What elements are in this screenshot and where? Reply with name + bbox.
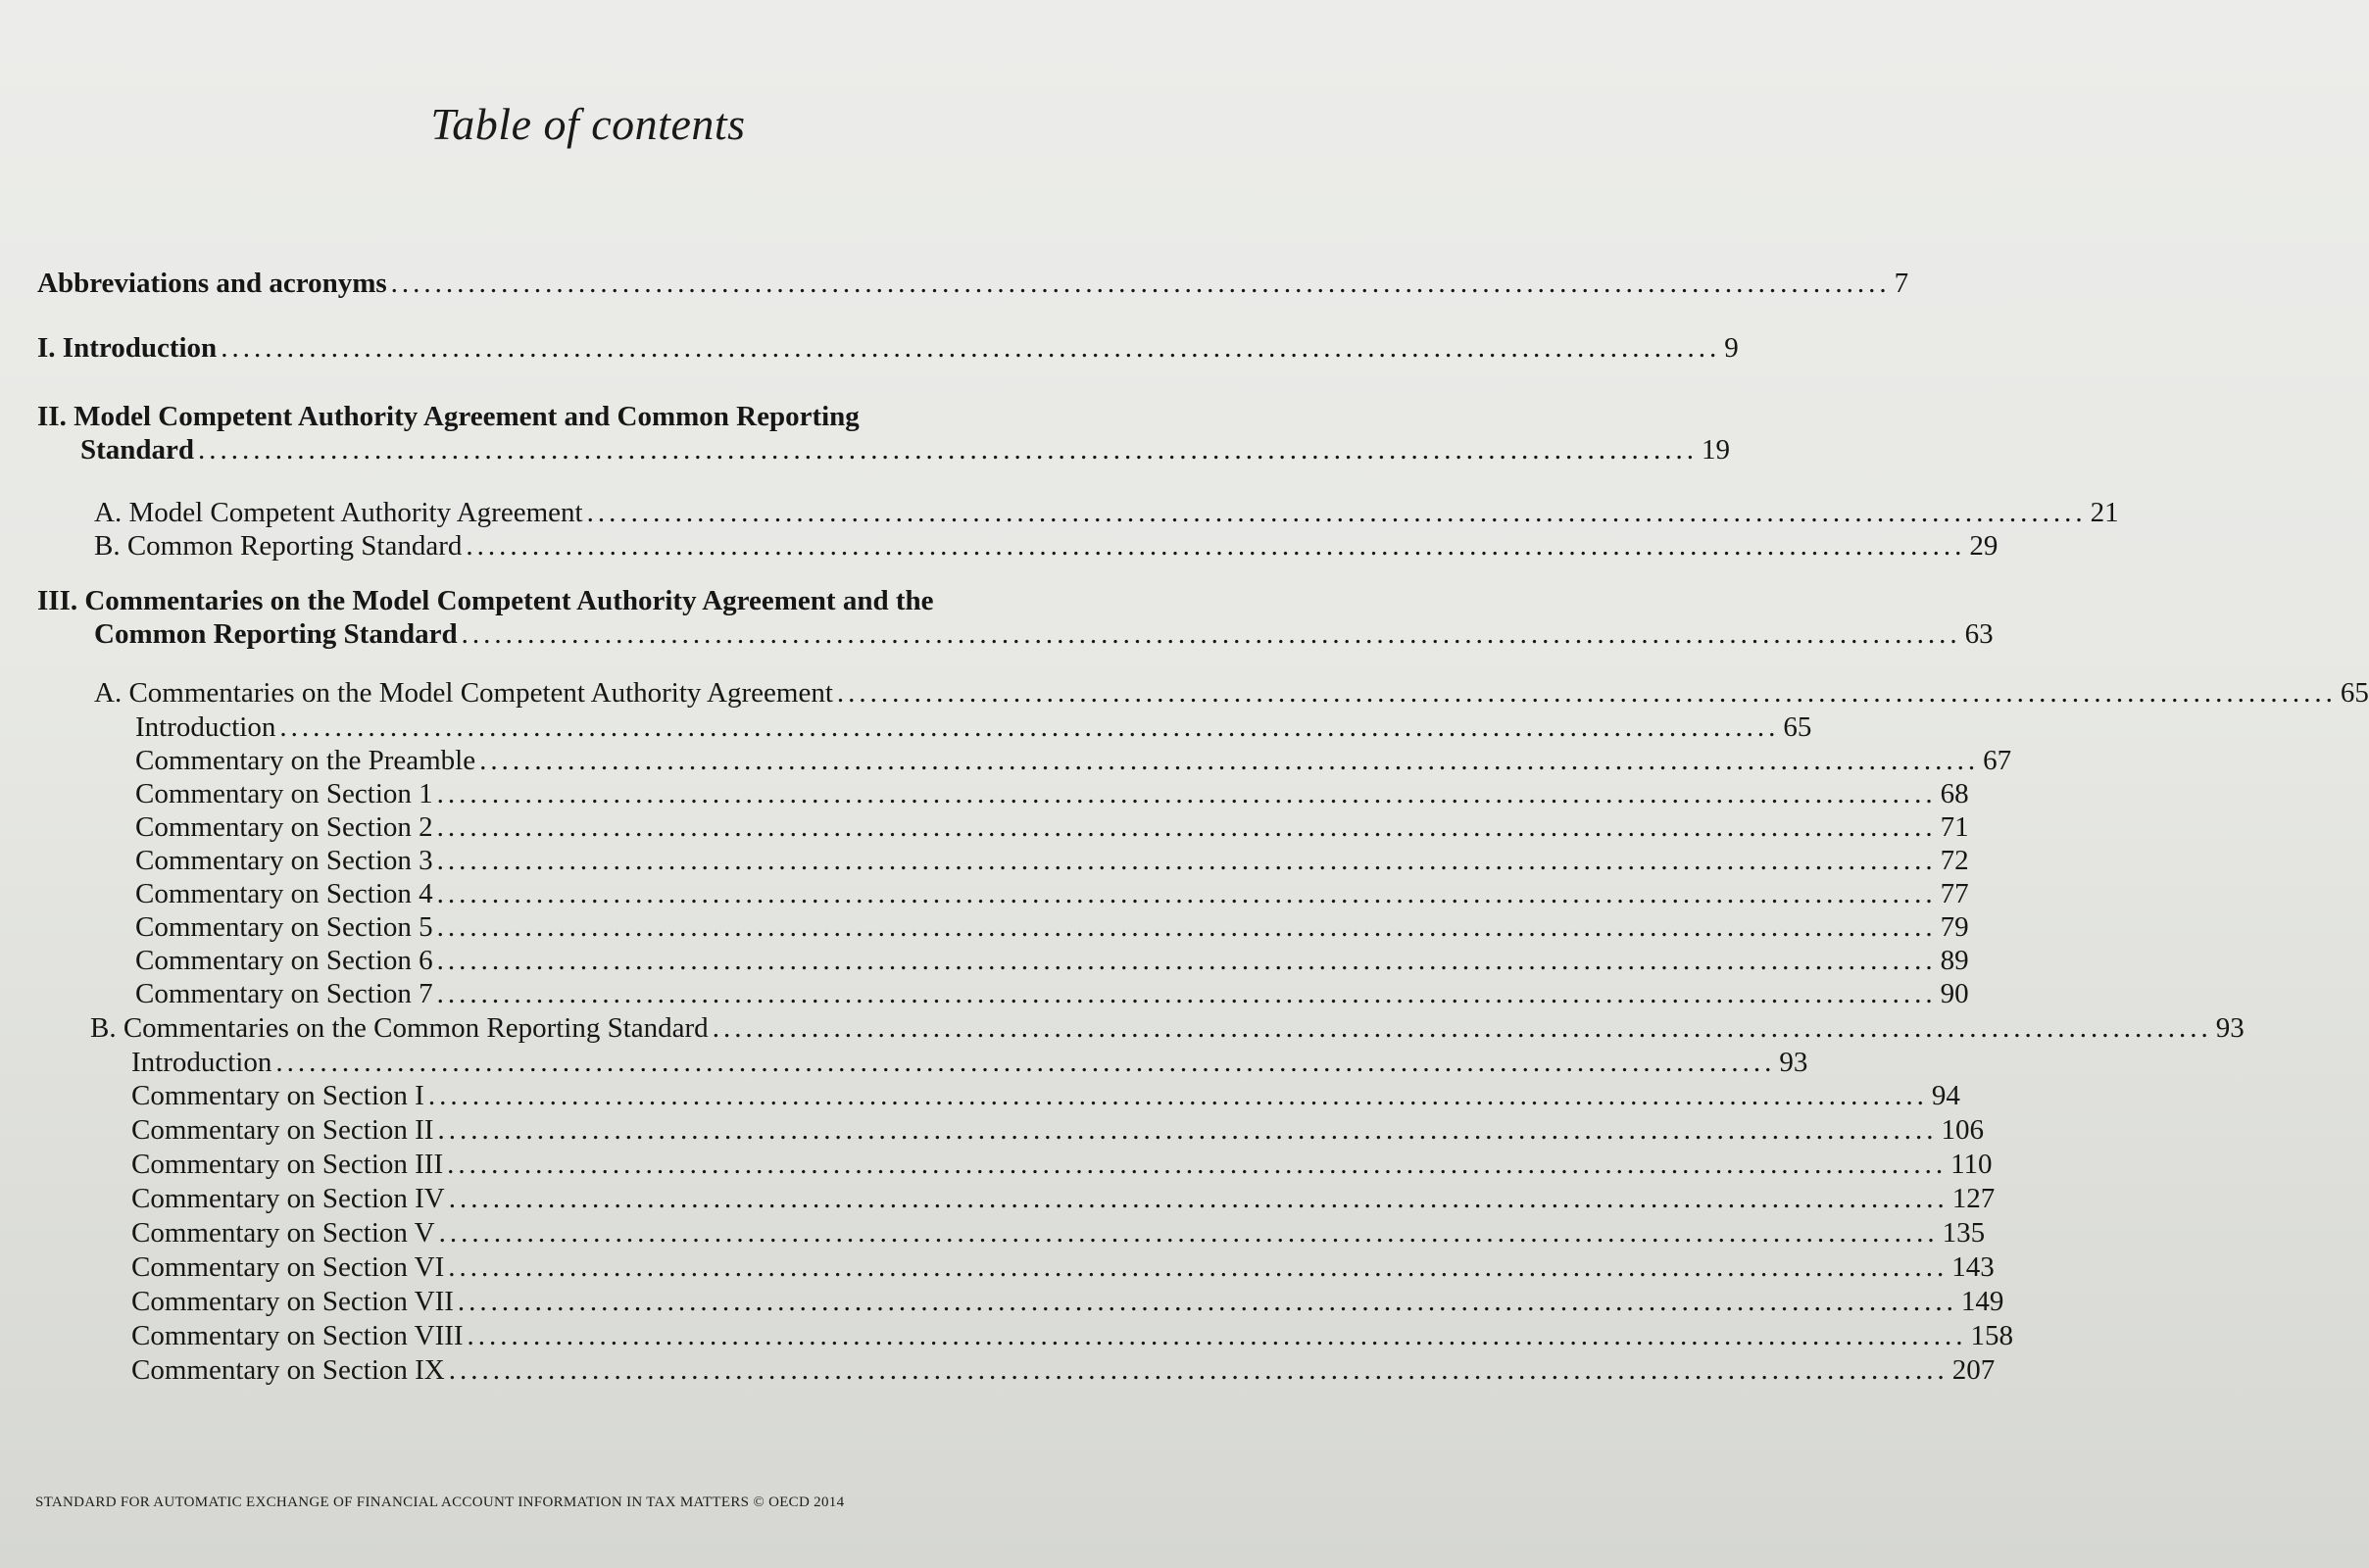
toc-page-number: 106 <box>1941 1114 1984 1146</box>
dot-leader: ........................................................................................................................................ <box>279 711 1780 743</box>
toc-entry-model-caa <box>94 496 2119 529</box>
toc-entry-caa-section-2 <box>135 810 1969 844</box>
toc-page-number: 9 <box>1724 332 1739 364</box>
toc-page-number: 93 <box>1779 1047 1808 1078</box>
toc-entry-introduction <box>37 331 1739 365</box>
toc-page-number: 29 <box>1969 530 1999 562</box>
toc-entry-label: Commentary on Section III <box>131 1149 444 1180</box>
toc-entry-caa-section-6 <box>135 944 1969 977</box>
toc-entry-label: Commentary on Section I <box>131 1080 424 1111</box>
toc-page-number: 158 <box>1970 1320 2014 1351</box>
toc-entry-label: Commentary on Section 3 <box>135 845 433 876</box>
toc-entry-crs <box>94 529 1999 563</box>
toc-entry-section-ii <box>80 433 1731 466</box>
toc-entry-section-iii-line1: III. Commentaries on the Model Competent Authority Agreement and the <box>37 585 934 616</box>
dot-leader: ........................................................................................................................................ <box>712 1012 2212 1044</box>
toc-page-number: 7 <box>1894 268 1909 299</box>
dot-leader: ........................................................................................................................................ <box>586 497 2087 528</box>
toc-entry-crs-section-ii <box>131 1113 1984 1147</box>
toc-page-number: 135 <box>1942 1217 1986 1249</box>
toc-entry-label: Commentary on Section IX <box>131 1354 445 1386</box>
dot-leader: ........................................................................................................................................ <box>457 1286 1957 1317</box>
toc-entry-abbreviations <box>37 267 1909 300</box>
toc-page-number: 72 <box>1940 845 1969 876</box>
dot-leader: ........................................................................................................................................ <box>198 434 1699 466</box>
dot-leader: ........................................................................................................................................ <box>467 1320 1967 1351</box>
toc-page-number: 65 <box>2340 677 2369 709</box>
dot-leader: ........................................................................................................................................ <box>436 845 1937 876</box>
dot-leader: ........................................................................................................................................ <box>438 1217 1939 1249</box>
toc-entry-caa-preamble <box>135 744 2012 777</box>
toc-entry-caa-section-7 <box>135 977 1969 1010</box>
toc-entry-section-iii <box>94 617 1994 651</box>
toc-entry-label: Commentary on Section 4 <box>135 878 433 909</box>
toc-entry-crs-section-ix <box>131 1353 1996 1387</box>
dot-leader: ........................................................................................................................................ <box>448 1183 1949 1214</box>
toc-entry-label: Standard <box>80 434 195 466</box>
dot-leader: ........................................................................................................................................ <box>436 878 1937 909</box>
toc-page-number: 143 <box>1951 1251 1995 1283</box>
toc-entry-label: I. Introduction <box>37 332 218 364</box>
toc-page-number: 71 <box>1940 811 1969 843</box>
dot-leader: ........................................................................................................................................ <box>221 332 1721 364</box>
toc-entry-crs-section-iv <box>131 1182 1996 1215</box>
toc-entry-label: Commentary on Section VII <box>131 1286 454 1317</box>
toc-entry-label: Commentary on the Preamble <box>135 745 476 776</box>
toc-entry-crs-section-iii <box>131 1148 1993 1181</box>
toc-page-number: 63 <box>1964 618 1994 650</box>
dot-leader: ........................................................................................................................................ <box>427 1080 1928 1111</box>
toc-entry-label: A. Commentaries on the Model Competent Authority Agreement <box>94 677 833 709</box>
toc-entry-caa-section-4 <box>135 877 1969 910</box>
toc-page-number: 90 <box>1940 978 1969 1009</box>
toc-entry-crs-introduction <box>131 1046 1808 1079</box>
toc-page-number: 89 <box>1940 945 1969 976</box>
dot-leader: ........................................................................................................................................ <box>437 1114 1938 1146</box>
toc-entry-label: Commentary on Section IV <box>131 1183 445 1214</box>
dot-leader: ........................................................................................................................................ <box>466 530 1966 562</box>
toc-page-number: 149 <box>1960 1286 2004 1317</box>
toc-entry-label: Introduction <box>135 711 276 743</box>
dot-leader: ........................................................................................................................................ <box>836 677 2337 709</box>
toc-entry-crs-section-viii <box>131 1319 2014 1352</box>
dot-leader: ........................................................................................................................................ <box>275 1047 1776 1078</box>
toc-entry-label: Commentary on Section 6 <box>135 945 433 976</box>
dot-leader: ........................................................................................................................................ <box>461 618 1961 650</box>
toc-entry-label: B. Commentaries on the Common Reporting Standard <box>90 1012 709 1044</box>
toc-entry-crs-section-vi <box>131 1250 1995 1284</box>
page-title: Table of contents <box>430 99 746 149</box>
toc-entry-label: Commentary on Section 7 <box>135 978 433 1009</box>
toc-entry-label: Commentary on Section VIII <box>131 1320 464 1351</box>
toc-entry-crs-section-v <box>131 1216 1986 1250</box>
dot-leader: ........................................................................................................................................ <box>479 745 1980 776</box>
toc-entry-label: B. Common Reporting Standard <box>94 530 463 562</box>
toc-entry-crs-section-vii <box>131 1285 2004 1318</box>
toc-page-number: 68 <box>1940 778 1969 809</box>
toc-entry-section-ii-line1: II. Model Competent Authority Agreement and Common Reporting <box>37 401 860 432</box>
toc-entry-label: Abbreviations and acronyms <box>37 268 387 299</box>
dot-leader: ........................................................................................................................................ <box>436 778 1937 809</box>
dot-leader: ........................................................................................................................................ <box>436 945 1937 976</box>
toc-entry-crs-section-i <box>131 1079 1960 1112</box>
toc-page-number: 19 <box>1702 434 1731 466</box>
dot-leader: ........................................................................................................................................ <box>436 911 1937 943</box>
toc-entry-label: Commentary on Section 2 <box>135 811 433 843</box>
toc-page-number: 21 <box>2090 497 2119 528</box>
dot-leader: ........................................................................................................................................ <box>436 978 1937 1009</box>
toc-page-number: 207 <box>1951 1354 1996 1386</box>
toc-page-number: 93 <box>2215 1012 2245 1044</box>
toc-entry-label: Introduction <box>131 1047 272 1078</box>
toc-page-number: 67 <box>1983 745 2012 776</box>
dot-leader: ........................................................................................................................................ <box>448 1251 1949 1283</box>
toc-page-number: 127 <box>1951 1183 1996 1214</box>
dot-leader: ........................................................................................................................................ <box>447 1149 1948 1180</box>
toc-entry-caa-section-3 <box>135 844 1969 877</box>
toc-entry-commentaries-crs <box>90 1011 2245 1045</box>
toc-entry-commentaries-caa <box>94 676 2369 710</box>
dot-leader: ........................................................................................................................................ <box>390 268 1891 299</box>
toc-entry-caa-section-1 <box>135 777 1969 810</box>
toc-page-number: 79 <box>1940 911 1969 943</box>
toc-entry-label: Commentary on Section VI <box>131 1251 445 1283</box>
dot-leader: ........................................................................................................................................ <box>436 811 1937 843</box>
toc-entry-label: Commentary on Section V <box>131 1217 435 1249</box>
page-footer: STANDARD FOR AUTOMATIC EXCHANGE OF FINANCIAL ACCOUNT INFORMATION IN TAX MATTERS © OECD 2014 <box>35 1494 845 1510</box>
toc-page-number: 110 <box>1950 1149 1993 1180</box>
toc-entry-label: Commentary on Section 5 <box>135 911 433 943</box>
toc-page-number: 65 <box>1783 711 1812 743</box>
toc-entry-label: Commentary on Section II <box>131 1114 434 1146</box>
toc-entry-label: Commentary on Section 1 <box>135 778 433 809</box>
toc-entry-caa-introduction <box>135 710 1812 744</box>
toc-entry-caa-section-5 <box>135 910 1969 944</box>
dot-leader: ........................................................................................................................................ <box>448 1354 1949 1386</box>
toc-page-number: 77 <box>1940 878 1969 909</box>
toc-entry-label: Common Reporting Standard <box>94 618 458 650</box>
toc-entry-label: A. Model Competent Authority Agreement <box>94 497 583 528</box>
toc-page-number: 94 <box>1931 1080 1960 1111</box>
